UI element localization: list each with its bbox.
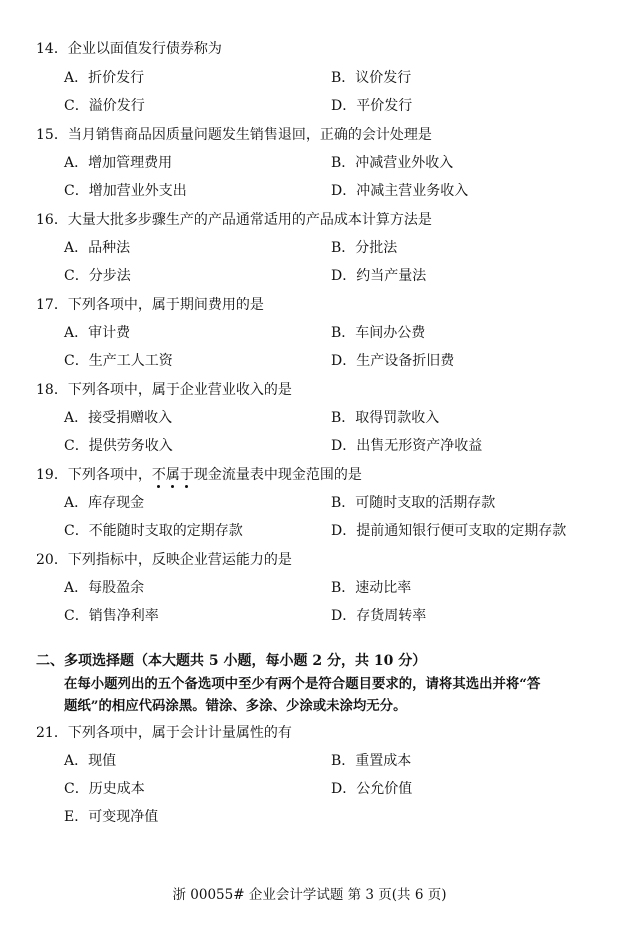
section-2-instruction-line2: 题纸”的相应代码涂黑。错涂、多涂、少涂或未涂均无分。	[64, 698, 407, 714]
question-17-option-a: A．审计费	[64, 325, 131, 341]
question-16-option-a: A．品种法	[64, 240, 131, 256]
question-21-option-c: C．历史成本	[64, 781, 145, 797]
section-2-title: 二、多项选择题（本大题共 5 小题，每小题 2 分，共 10 分）	[36, 653, 427, 669]
question-21-option-a: A．现值	[64, 753, 117, 769]
page-footer: 浙 00055# 企业会计学试题 第 3 页(共 6 页)	[172, 887, 447, 903]
question-16-option-d: D．约当产量法	[331, 268, 427, 284]
emphasis-char: 不	[151, 467, 166, 483]
question-20-option-b: B．速动比率	[331, 580, 412, 596]
question-21-option-e: E．可变现净值	[64, 809, 159, 825]
question-19-option-b: B．可随时支取的活期存款	[331, 495, 496, 511]
question-17-stem: 17．下列各项中，属于期间费用的是	[36, 297, 264, 313]
question-14-option-a: A．折价发行	[64, 70, 145, 86]
question-14-option-d: D．平价发行	[331, 98, 413, 114]
question-17-option-d: D．生产设备折旧费	[331, 353, 455, 369]
question-18-option-a: A．接受捐赠收入	[64, 410, 173, 426]
question-15-stem: 15．当月销售商品因质量问题发生销售退回，正确的会计处理是	[36, 127, 432, 143]
question-19-emphasis	[152, 467, 194, 483]
question-17-option-b: B．车间办公费	[331, 325, 426, 341]
question-15-option-a: A．增加管理费用	[64, 155, 173, 171]
question-14-stem: 14．企业以面值发行债券称为	[36, 41, 222, 57]
question-18-option-c: C．提供劳务收入	[64, 438, 173, 454]
question-19-stem-suffix: 现金流量表中现金范围的是	[193, 467, 362, 483]
question-20-option-a: A．每股盈余	[64, 580, 145, 596]
emphasis-char: 于	[179, 467, 194, 483]
question-21-stem: 21．下列各项中，属于会计计量属性的有	[36, 725, 292, 741]
question-20-option-c: C．销售净利率	[64, 608, 159, 624]
question-17-option-c: C．生产工人工资	[64, 353, 173, 369]
question-18-stem: 18．下列各项中，属于企业营业收入的是	[36, 382, 292, 398]
question-19-option-c: C．不能随时支取的定期存款	[64, 523, 243, 539]
question-16-option-c: C．分步法	[64, 268, 131, 284]
section-2-instruction-line1: 在每小题列出的五个备选项中至少有两个是符合题目要求的，请将其选出并将“答	[64, 676, 541, 692]
question-19-stem	[36, 464, 362, 484]
emphasis-char: 属	[165, 467, 180, 483]
question-15-option-d: D．冲减主营业务收入	[331, 183, 469, 199]
question-19-option-a: A．库存现金	[64, 495, 145, 511]
question-18-option-d: D．出售无形资产净收益	[331, 438, 483, 454]
question-14-option-b: B．议价发行	[331, 70, 412, 86]
question-14-option-c: C．溢价发行	[64, 98, 145, 114]
question-21-option-b: B．重置成本	[331, 753, 412, 769]
question-18-option-b: B．取得罚款收入	[331, 410, 440, 426]
question-19-stem-prefix: 19．下列各项中，	[36, 467, 152, 483]
question-21-option-d: D．公允价值	[331, 781, 413, 797]
question-16-option-b: B．分批法	[331, 240, 398, 256]
question-20-option-d: D．存货周转率	[331, 608, 427, 624]
question-19-option-d: D．提前通知银行便可支取的定期存款	[331, 523, 567, 539]
question-20-stem: 20．下列指标中，反映企业营运能力的是	[36, 552, 292, 568]
question-15-option-c: C．增加营业外支出	[64, 183, 187, 199]
question-16-stem: 16．大量大批多步骤生产的产品通常适用的产品成本计算方法是	[36, 212, 432, 228]
question-15-option-b: B．冲减营业外收入	[331, 155, 454, 171]
